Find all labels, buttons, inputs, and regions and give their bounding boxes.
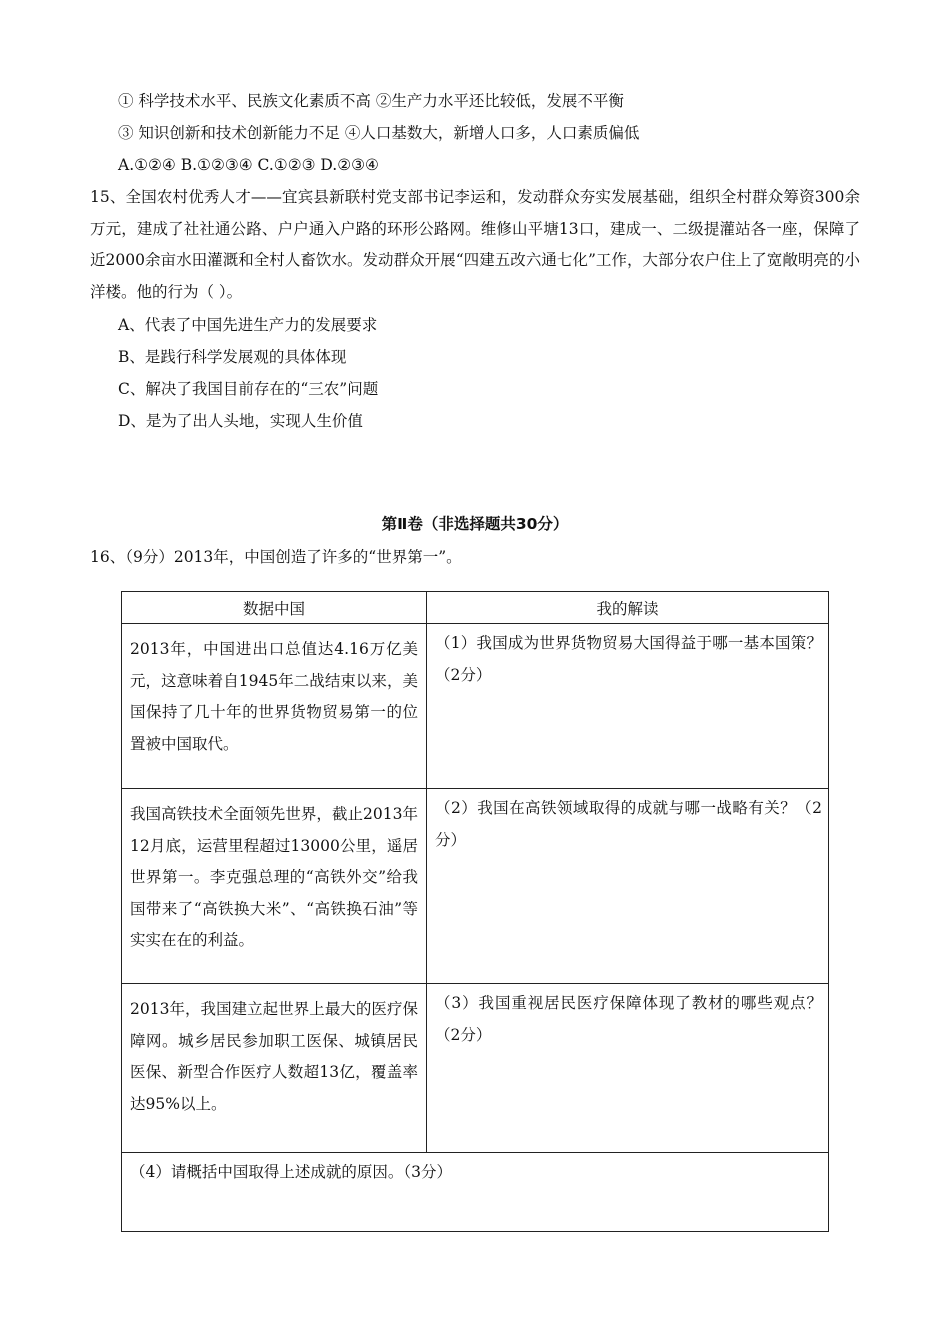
q16-stem: 16、（9分）2013年，中国创造了许多的“世界第一”。 [90,548,462,566]
section-2-heading: 第Ⅱ卷（非选择题共30分） [381,515,569,533]
column-header-reading: 我的解读 [427,592,829,624]
row3-data-cell: 2013年，我国建立起世界上最大的医疗保障网。城乡居民参加职工医保、城镇居民医保、新型合作医疗人数超13亿，覆盖率达95%以上。 [122,984,427,1153]
table-row [122,1153,829,1232]
row2-question-cell[interactable] [427,789,829,984]
row1-question-cell[interactable] [427,624,829,789]
column-header-data: 数据中国 [122,592,427,624]
row2-question: （2）我国在高铁领域取得的成就与哪一战略有关？（2分） [435,799,822,849]
row1-data-cell: 2013年，中国进出口总值达4.16万亿美元，这意味着自1945年二战结束以来，美国保持了几十年的世界货物贸易第一的位置被中国取代。 [122,624,427,789]
row1-question: （1）我国成为世界货物贸易大国得益于哪一基本国策？（2分） [435,634,822,684]
row4-question: （4）请概括中国取得上述成就的原因。（3分） [130,1163,452,1181]
table-row [122,984,829,1153]
q14-answer-choices: A.①②④ B.①②③④ C.①②③ D.②③④ [118,156,379,174]
table-row [122,624,829,789]
q16-table [121,591,829,1232]
q14-option-line-1: ① 科学技术水平、民族文化素质不高 ②生产力水平还比较低，发展不平衡 [118,92,624,110]
table-header-row [122,592,829,624]
q15-stem: 15、全国农村优秀人才——宜宾县新联村党支部书记李运和，发动群众夯实发展基础，组织全村群众筹资300余万元，建成了社社通公路、户户通入户路的环形公路网。维修山平塘13口，建成一、二级提灌站各一座，保障了近2000余亩水田灌溉和全村人畜饮水。发动群众开展“四建五改六通七化”工作，大部分农户住上了宽敞明亮的小洋楼。他的行为（ ）。 [90,188,860,301]
q15-option-c: C、解决了我国目前存在的“三农”问题 [118,380,379,398]
q15-option-b: B、是践行科学发展观的具体体现 [118,348,347,366]
q15-option-a: A、代表了中国先进生产力的发展要求 [118,316,378,334]
q15-option-d: D、是为了出人头地，实现人生价值 [118,412,363,430]
row4-question-cell[interactable] [122,1153,829,1232]
q14-option-line-2: ③ 知识创新和技术创新能力不足 ④人口基数大，新增人口多，人口素质偏低 [118,124,640,142]
row3-question-cell[interactable] [427,984,829,1153]
row2-data-cell: 我国高铁技术全面领先世界，截止2013年12月底，运营里程超过13000公里，遥居世界第一。李克强总理的“高铁外交”给我国带来了“高铁换大米”、“高铁换石油”等实实在在的利益。 [122,789,427,984]
table-row [122,789,829,984]
row3-question: （3）我国重视居民医疗保障体现了教材的哪些观点？（2分） [435,994,822,1044]
